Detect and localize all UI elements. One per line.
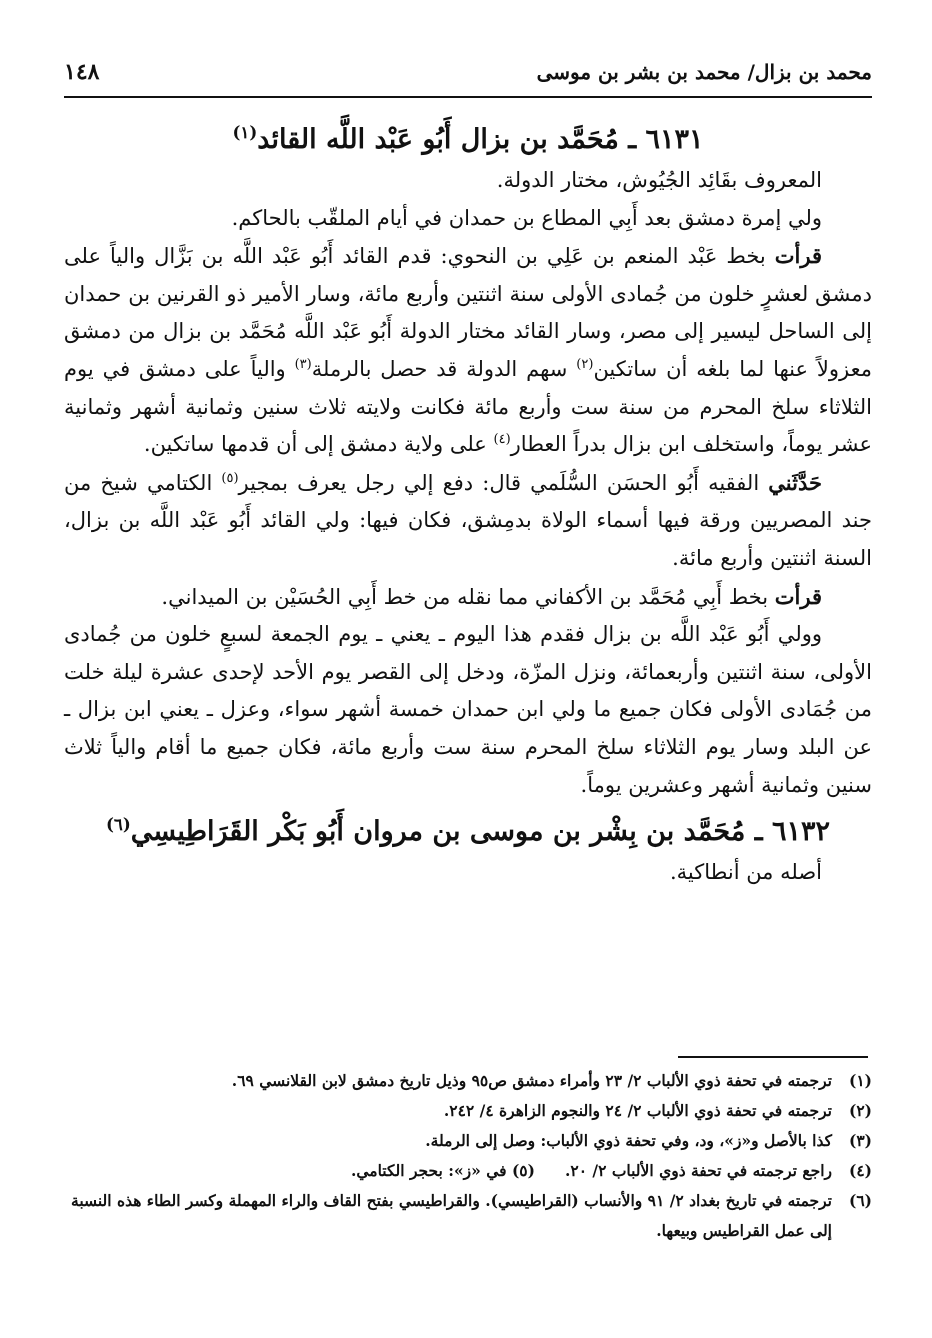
paragraph-text: بخط عَبْد المنعم بن عَلِي بن النحوي: قدم القائد أَبُو عَبْد اللَّه بن بَزَّال والياً على دمشق لعشرٍ خلون من جُمادى الأولى سنة اثنتين وأربع مائة، وسار الأمير ذو القرنين بن حمدان إلى الساحل ليسير إلى مصر، وسار القائد مختار الدولة أَبُو عَبْد اللَّه مُحَمَّد بن بزال من دمشق معزولاً عنها لما بلغه أن ساتكين: [64, 244, 872, 381]
footnote-ref[interactable]: (٥): [221, 470, 239, 486]
entry-title-text: ٦١٣١ ـ مُحَمَّد بن بزال أَبُو عَبْد اللَّه القائد: [257, 124, 704, 155]
paragraph-text: الكتامي شيخ من جند المصريين ورقة فيها أسماء الولاة بدمِشق، فكان فيها: ولي القائد أَبُو عَبْد اللَّه بن بزال، السنة اثنتين وأربع مائة.: [64, 470, 872, 570]
footnote-ref[interactable]: (٤): [493, 432, 511, 448]
footnote-text: ترجمته في تحفة ذوي الألباب ٢/ ٢٤ والنجوم الزاهرة ٤/ ٢٤٢.: [443, 1101, 832, 1120]
paragraph-text: الفقيه أَبُو الحسَن السُّلَمي قال: دفع إلي رجل يعرف بمجير: [238, 470, 769, 495]
footnote-text: ترجمته في تاريخ بغداد ٢/ ٩١ والأنساب (القراطيسي). والقراطيسي بفتح القاف والراء المهملة وكسر الطاء هذه النسبة إلى عمل القراطيس وبيعها.: [71, 1191, 832, 1240]
footnote-text-pair: [64, 1156, 832, 1186]
paragraph-lead: قرأت: [774, 583, 822, 609]
footnote-ref[interactable]: (٣): [294, 356, 312, 372]
paragraph-text: على ولاية دمشق إلى أن قدمها ساتكين.: [143, 432, 494, 457]
main-text: [64, 118, 872, 892]
footnote-ref[interactable]: (١): [232, 122, 258, 142]
entry-line: أصله من أنطاكية.: [669, 860, 822, 885]
paragraph: [64, 237, 872, 464]
paragraph-lead: قرأت: [774, 243, 822, 269]
footnote: [64, 1066, 872, 1096]
footnote: [64, 1096, 872, 1126]
footnote-number: (١): [848, 1071, 872, 1090]
footnote-text: ترجمته في تحفة ذوي الألباب ٢/ ٢٣ وأمراء دمشق ص٩٥ وذيل تاريخ دمشق لابن القلانسي ٦٩.: [231, 1071, 832, 1090]
entry-title: [64, 810, 872, 854]
footnote-number: (٢): [848, 1101, 872, 1120]
paragraph-lead: حَدَّثَني: [768, 469, 822, 495]
paragraph: وولي أَبُو عَبْد اللَّه بن بزال فقدم هذا اليوم ـ يعني ـ يوم الجمعة لسبعٍ خلون من جُمادى الأولى، سنة اثنتين وأربعمائة، ونزل المزّة، ودخل إلى القصر يوم الأحد لإحدى عشرة ليلة خلت من جُمَادى الأولى فكان جميع ما ولي ابن حمدان خمسة أشهر سواء، وعزل ـ يعني ابن بزال ـ عن البلد وسار يوم الثلاثاء سلخ المحرم سنة ست وأربع مائة، فكان جميع ما أقام والياً ثلاث سنين وثمانية أشهر وعشرين يوماً.: [64, 622, 872, 797]
footnote-text: راجع ترجمته في تحفة ذوي الألباب ٢/ ٢٠.: [564, 1161, 832, 1180]
footnote-number: (٤): [848, 1161, 872, 1180]
paragraph: [64, 464, 872, 578]
paragraph-text: والياً على دمشق في يوم الثلاثاء سلخ المحرم من سنة ست وأربع مائة فكانت ولايته ثلاث سنين وثمانية أشهر وثمانية عشر يوماً، واستخلف ابن بزال بدراً العطار: [64, 356, 872, 457]
footnote-text: كذا بالأصل و«ز»، ود، وفي تحفة ذوي الألباب: وصل إلى الرملة.: [425, 1131, 832, 1150]
footnote: [64, 1126, 872, 1156]
entry-title-text: ٦١٣٢ ـ مُحَمَّد بن بِشْر بن موسى بن مروان أَبُو بَكْر القَرَاطِيسِي: [130, 816, 831, 848]
footnote-number: (٥): [511, 1161, 535, 1180]
page-header: [64, 48, 872, 98]
footnote-ref[interactable]: (٦): [105, 814, 131, 835]
footnote: [64, 1156, 872, 1186]
page-number: ١٤٨: [64, 59, 100, 85]
entry-title: [64, 118, 872, 162]
entry-line: المعروف بقَائِد الجُيُوش، مختار الدولة.: [496, 168, 822, 192]
paragraph-text: بخط أَبِي مُحَمَّد بن الأكفاني مما نقله من خط أَبِي الحُسَيْن بن الميداني.: [161, 584, 775, 609]
footnote: [64, 1186, 872, 1246]
paragraph-text: سهم الدولة قد حصل بالرملة: [311, 356, 577, 381]
paragraph: [64, 578, 872, 617]
footnote-text: في «ز»: بحجر الكتامي.: [350, 1161, 507, 1180]
footnote-ref[interactable]: (٢): [576, 356, 594, 372]
footnote-number: (٣): [848, 1131, 872, 1150]
entry-line: ولي إمرة دمشق بعد أَبِي المطاع بن حمدان في أيام الملقّب بالحاكم.: [231, 205, 822, 230]
footnote-divider: [678, 1056, 868, 1058]
running-title: محمد بن بزال/ محمد بن بشر بن موسى: [536, 60, 872, 84]
footnote-number: (٦): [848, 1191, 872, 1210]
footnotes: [64, 1066, 872, 1246]
